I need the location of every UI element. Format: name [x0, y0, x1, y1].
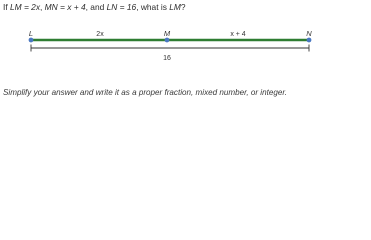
point-label-n: N	[306, 29, 312, 38]
measure-label-ln: 16	[163, 55, 171, 62]
question-sep-1: ,	[40, 2, 45, 12]
question-sep-2: , and	[85, 2, 107, 12]
instruction-text: Simplify your answer and write it as a proper fraction, mixed number, or integer.	[3, 88, 288, 97]
point-label-m: M	[163, 29, 171, 38]
question-target: LM	[169, 2, 181, 12]
point-l	[29, 38, 34, 43]
equation-ln: LN = 16	[106, 2, 137, 12]
segment-label-mn: x + 4	[230, 31, 246, 38]
point-m	[165, 38, 170, 43]
question-suffix: ?	[180, 2, 186, 12]
equation-lm: LM = 2x	[9, 2, 41, 12]
equation-mn: MN = x + 4	[44, 2, 86, 12]
point-n	[307, 38, 312, 43]
point-label-l: L	[28, 29, 34, 38]
segment-label-lm: 2x	[96, 31, 104, 38]
question-prefix: If	[3, 2, 10, 12]
question-mid: , what is	[136, 2, 170, 12]
